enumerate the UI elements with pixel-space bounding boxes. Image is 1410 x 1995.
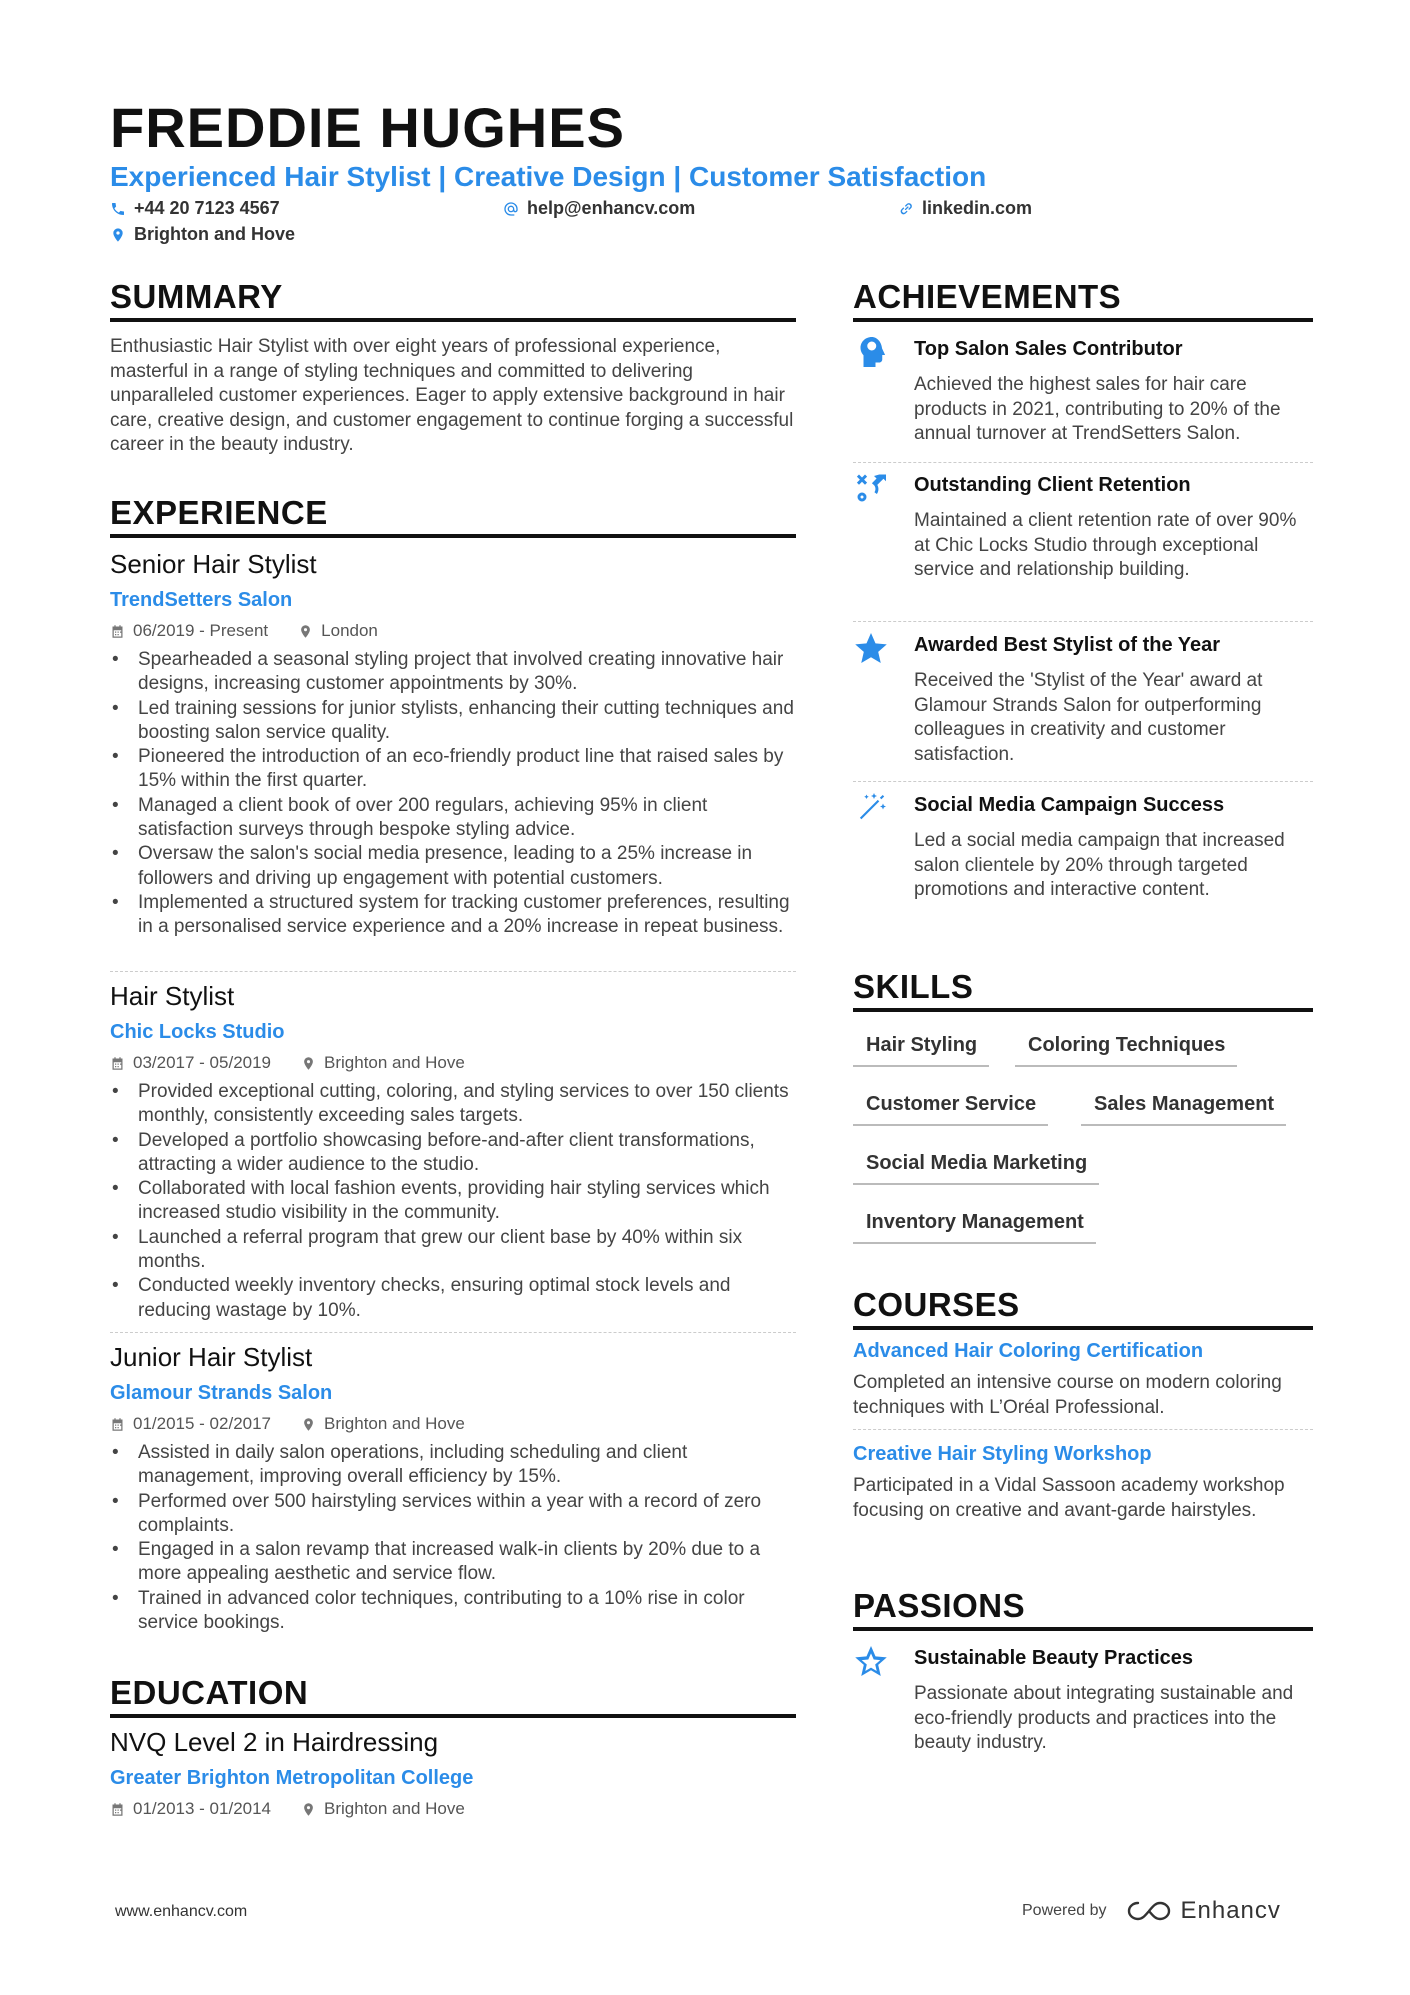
achievement-title: Social Media Campaign Success: [914, 794, 1225, 816]
course-desc: Completed an intensive course on modern coloring techniques with L’Oréal Professional.: [853, 1372, 1282, 1418]
job-location: Brighton and Hove: [324, 1053, 465, 1072]
experience-rule: [110, 534, 796, 538]
location-pin-icon: [110, 227, 126, 243]
company-name: TrendSetters Salon: [110, 589, 293, 611]
candidate-tagline: Experienced Hair Stylist | Creative Design | Customer Satisfaction: [110, 161, 987, 192]
divider: [853, 1429, 1313, 1430]
bullet-item: • Managed a client book of over 200 regulars, achieving 95% in client satisfaction surveys through bespoke styling advice.: [110, 794, 796, 843]
divider: [853, 781, 1313, 782]
bullet-item: • Assisted in daily salon operations, including scheduling and client management, improving overall efficiency by 15%.: [110, 1441, 796, 1490]
passions-heading: PASSIONS: [853, 1587, 1026, 1624]
footer-branding: [1022, 1897, 1281, 1925]
calendar-icon: [110, 1417, 125, 1432]
company-name: Glamour Strands Salon: [110, 1382, 333, 1404]
phone-text: +44 20 7123 4567: [134, 198, 280, 218]
bullet-item: • Performed over 500 hairstyling services within a year with a record of zero complaints.: [110, 1490, 796, 1539]
location-pin-icon: [301, 1417, 316, 1432]
achievement-desc: Achieved the highest sales for hair care products in 2021, contributing to 20% of the annual turnover at TrendSetters Salon.: [914, 374, 1281, 444]
divider: [110, 1332, 796, 1333]
bullet-item: • Conducted weekly inventory checks, ensuring optimal stock levels and reducing wastage by 10%.: [110, 1274, 796, 1323]
bullet-item: • Provided exceptional cutting, coloring, and styling services to over 150 clients monthly, consistently exceeding sales targets.: [110, 1080, 796, 1129]
achievement-desc: Led a social media campaign that increased salon clientele by 20% through targeted promotions and interactive content.: [914, 830, 1285, 900]
degree-title: NVQ Level 2 in Hairdressing: [110, 1727, 439, 1757]
brand-name: Enhancv: [1180, 1897, 1281, 1924]
calendar-icon: [110, 1056, 125, 1071]
job-title: Senior Hair Stylist: [110, 549, 317, 579]
achievement-item: [853, 334, 1313, 452]
job-location: Brighton and Hove: [324, 1414, 465, 1433]
skill-tag: Customer Service: [853, 1093, 1048, 1126]
job-dates: 06/2019 - Present: [133, 621, 269, 640]
brand-logo[interactable]: [1127, 1897, 1281, 1925]
courses-rule: [853, 1326, 1313, 1330]
job-bullets: [110, 1080, 796, 1323]
divider: [853, 621, 1313, 622]
passion-item: [853, 1643, 1313, 1763]
star-icon: [853, 630, 889, 666]
education-heading: EDUCATION: [110, 1674, 309, 1711]
education-rule: [110, 1714, 796, 1718]
phone-icon: [110, 201, 126, 217]
skills-heading: SKILLS: [853, 968, 974, 1005]
passion-desc: Passionate about integrating sustainable and eco-friendly products and practices into the beauty industry.: [914, 1683, 1294, 1753]
job-meta: [110, 1413, 796, 1435]
education-meta: [110, 1798, 796, 1820]
achievement-title: Top Salon Sales Contributor: [914, 338, 1183, 360]
achievement-title: Outstanding Client Retention: [914, 474, 1191, 496]
achievement-item: [853, 790, 1313, 940]
passions-rule: [853, 1627, 1313, 1631]
job-bullets: [110, 1441, 796, 1635]
powered-by-label: Powered by: [1022, 1902, 1107, 1919]
job-location: London: [321, 621, 378, 640]
bullet-item: • Implemented a structured system for tracking customer preferences, resulting in a personalised service experience and a 20% increase in repeat business.: [110, 891, 796, 940]
achievement-desc: Maintained a client retention rate of over 90% at Chic Locks Studio through exceptional service and relationship building.: [914, 510, 1297, 580]
job-meta: [110, 620, 796, 642]
course-title: Advanced Hair Coloring Certification: [853, 1340, 1204, 1362]
job-entry: [110, 980, 796, 1323]
job-dates: 03/2017 - 05/2019: [133, 1053, 272, 1072]
bullet-item: • Pioneered the introduction of an eco-friendly product line that raised sales by 15% within the first quarter.: [110, 745, 796, 794]
achievement-item: [853, 470, 1313, 620]
company-name: Chic Locks Studio: [110, 1021, 285, 1043]
contact-linkedin[interactable]: [898, 198, 1032, 219]
summary-text: Enthusiastic Hair Stylist with over eight years of professional experience, masterful in a range of styling techniques and committed to delivering unparalleled customer experiences. Eager to apply extensive background in hair care, creative design, and customer engagement to continue forging a successful career in the beauty industry.: [110, 336, 794, 455]
job-bullets: [110, 648, 796, 940]
bullet-item: • Led training sessions for junior stylists, enhancing their cutting techniques and boosting salon service quality.: [110, 697, 796, 746]
course-desc: Participated in a Vidal Sassoon academy workshop focusing on creative and avant-garde hairstyles.: [853, 1475, 1285, 1521]
strategy-icon: [853, 470, 889, 506]
achievement-item: [853, 630, 1313, 780]
star-outline-icon: [853, 1643, 889, 1679]
education-entry: [110, 1726, 796, 1820]
location-pin-icon: [298, 624, 313, 639]
school-name: Greater Brighton Metropolitan College: [110, 1767, 474, 1789]
summary-heading: SUMMARY: [110, 278, 283, 315]
education-location: Brighton and Hove: [324, 1799, 465, 1818]
location-pin-icon: [301, 1802, 316, 1817]
job-dates: 01/2015 - 02/2017: [133, 1414, 272, 1433]
skill-tag: Sales Management: [1081, 1093, 1286, 1126]
at-icon: [503, 201, 519, 217]
bullet-item: • Oversaw the salon's social media presence, leading to a 25% increase in followers and driving up engagement with potential customers.: [110, 842, 796, 891]
education-dates: 01/2013 - 01/2014: [133, 1799, 272, 1818]
job-title: Junior Hair Stylist: [110, 1342, 313, 1372]
passion-title: Sustainable Beauty Practices: [914, 1647, 1194, 1669]
experience-heading: EXPERIENCE: [110, 494, 328, 531]
bullet-item: • Collaborated with local fashion events, providing hair styling services which increased studio visibility in the community.: [110, 1177, 796, 1226]
divider: [110, 971, 796, 972]
contact-phone: [110, 198, 280, 219]
job-title: Hair Stylist: [110, 981, 235, 1011]
linkedin-text: linkedin.com: [922, 198, 1033, 218]
contact-email[interactable]: [503, 198, 695, 219]
calendar-icon: [110, 1802, 125, 1817]
achievements-rule: [853, 318, 1313, 322]
head-icon: [853, 334, 889, 370]
skill-tag: Hair Styling: [853, 1034, 989, 1067]
skill-tag: Coloring Techniques: [1015, 1034, 1237, 1067]
job-entry: [110, 1341, 796, 1635]
summary-rule: [110, 318, 796, 322]
calendar-icon: [110, 624, 125, 639]
divider: [853, 462, 1313, 463]
footer-website[interactable]: www.enhancv.com: [115, 1903, 248, 1920]
bullet-item: • Trained in advanced color techniques, contributing to a 10% rise in color service bookings.: [110, 1587, 796, 1636]
skill-tag: Social Media Marketing: [853, 1152, 1099, 1185]
bullet-item: • Engaged in a salon revamp that increased walk-in clients by 20% due to a more appealing aesthetic and service flow.: [110, 1538, 796, 1587]
email-text: help@enhancv.com: [527, 198, 696, 218]
link-icon: [898, 201, 914, 217]
course-title: Creative Hair Styling Workshop: [853, 1443, 1152, 1465]
contact-location: [110, 224, 295, 245]
courses-heading: COURSES: [853, 1286, 1020, 1323]
achievement-title: Awarded Best Stylist of the Year: [914, 634, 1221, 656]
job-meta: [110, 1052, 796, 1074]
bullet-item: • Developed a portfolio showcasing before-and-after client transformations, attracting a wider audience to the studio.: [110, 1129, 796, 1178]
candidate-name: FREDDIE HUGHES: [110, 96, 625, 159]
location-pin-icon: [301, 1056, 316, 1071]
job-entry: [110, 548, 796, 940]
achievements-heading: ACHIEVEMENTS: [853, 278, 1122, 315]
bullet-item: • Launched a referral program that grew our client base by 40% within six months.: [110, 1226, 796, 1275]
location-text: Brighton and Hove: [134, 224, 295, 244]
magic-wand-icon: [853, 790, 889, 826]
skills-rule: [853, 1008, 1313, 1012]
enhancv-logo-icon: [1127, 1899, 1171, 1923]
achievement-desc: Received the 'Stylist of the Year' award at Glamour Strands Salon for outperforming colleagues in creativity and customer satisfaction.: [914, 670, 1263, 765]
bullet-item: • Spearheaded a seasonal styling project that involved creating innovative hair designs, increasing customer appointments by 30%.: [110, 648, 796, 697]
skill-tag: Inventory Management: [853, 1211, 1096, 1244]
